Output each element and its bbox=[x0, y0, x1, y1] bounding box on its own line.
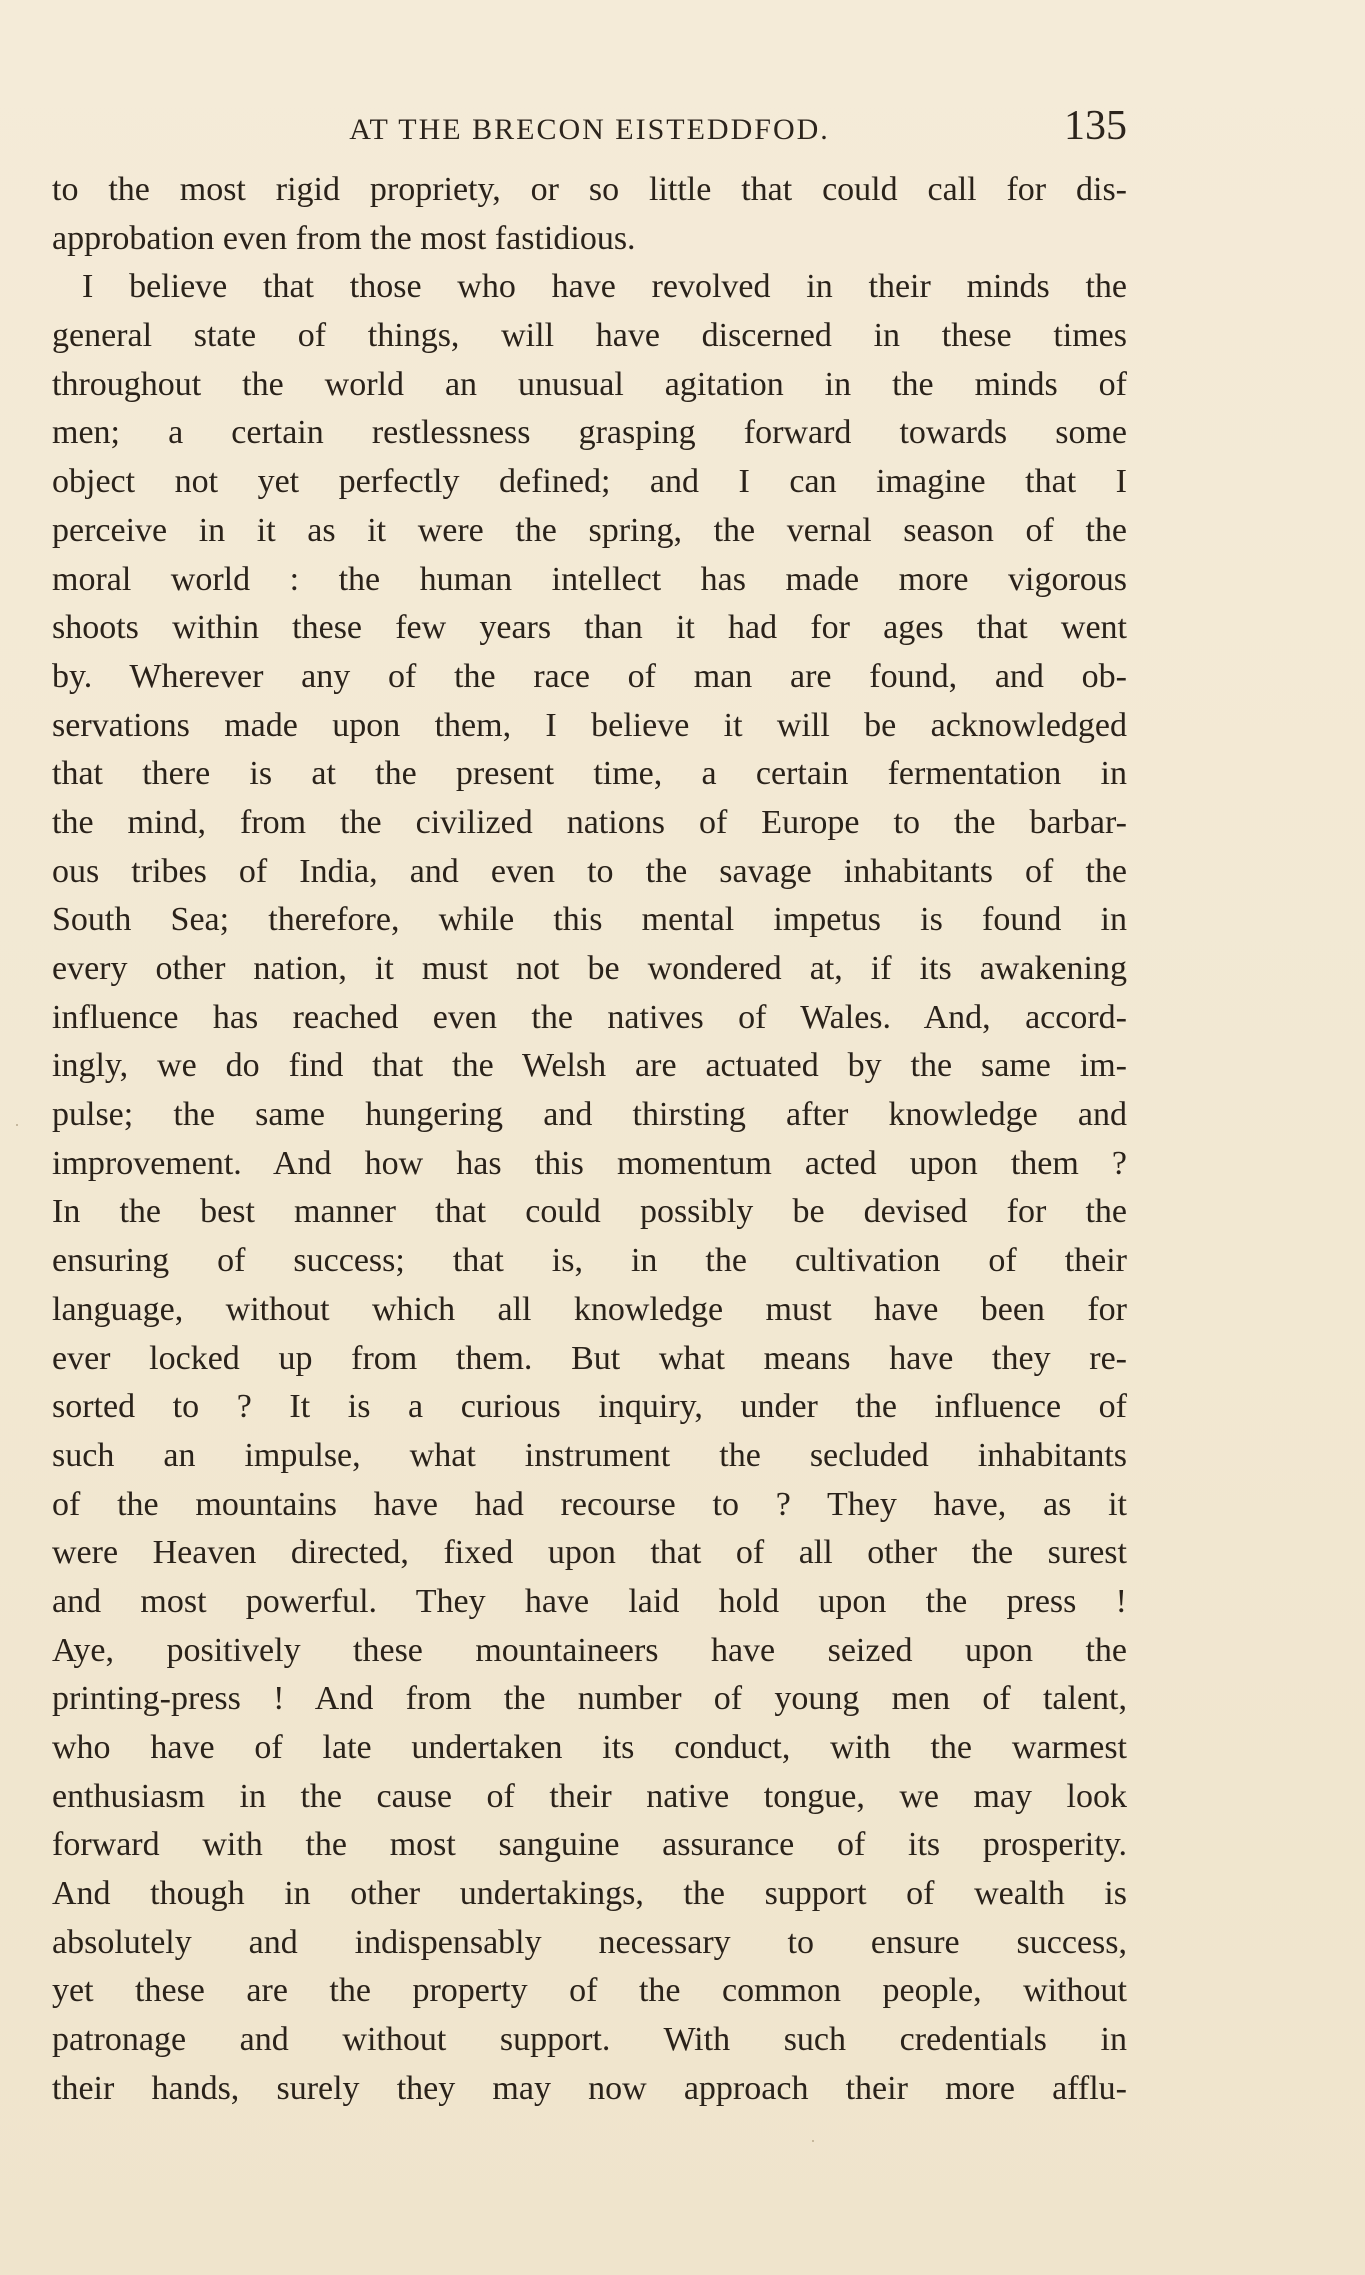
text-line: and most powerful. They have laid hold upon the press ! bbox=[52, 1582, 1127, 1620]
text-line: were Heaven directed, fixed upon that of all other the surest bbox=[52, 1534, 1127, 1572]
text-line: ensuring of success; that is, in the cultivation of their bbox=[52, 1242, 1127, 1280]
text-line: ever locked up from them. But what means have they re- bbox=[52, 1339, 1127, 1377]
text-line: that there is at the present time, a certain fermentation in bbox=[52, 755, 1127, 793]
text-line: improvement. And how has this momentum acted upon them ? bbox=[52, 1144, 1127, 1182]
text-line: by. Wherever any of the race of man are found, and ob- bbox=[52, 657, 1127, 695]
text-line: perceive in it as it were the spring, the vernal season of the bbox=[52, 511, 1127, 549]
text-line: ingly, we do find that the Welsh are actuated by the same im- bbox=[52, 1047, 1127, 1085]
body-text bbox=[52, 166, 1127, 2114]
text-line: moral world : the human intellect has made more vigorous bbox=[52, 560, 1127, 598]
paper-speck bbox=[16, 1124, 18, 1126]
text-line: object not yet perfectly defined; and I can imagine that I bbox=[52, 463, 1127, 501]
text-line: approbation even from the most fastidious. bbox=[52, 219, 636, 257]
text-line: throughout the world an unusual agitation in the minds of bbox=[52, 365, 1127, 403]
text-line: In the best manner that could possibly be devised for the bbox=[52, 1193, 1127, 1231]
text-line: yet these are the property of the common people, without bbox=[52, 1972, 1127, 2010]
paper-speck bbox=[812, 2140, 814, 2142]
text-line: enthusiasm in the cause of their native tongue, we may look bbox=[52, 1777, 1127, 1815]
text-line: I believe that those who have revolved in their minds the bbox=[82, 268, 1127, 306]
text-line: shoots within these few years than it had for ages that went bbox=[52, 609, 1127, 647]
text-line: absolutely and indispensably necessary to ensure success, bbox=[52, 1923, 1127, 1961]
page-number: 135 bbox=[1064, 103, 1127, 149]
running-head bbox=[52, 105, 1127, 157]
text-line: servations made upon them, I believe it will be acknowledged bbox=[52, 706, 1127, 744]
text-line: language, without which all knowledge must have been for bbox=[52, 1290, 1127, 1328]
text-line: pulse; the same hungering and thirsting after knowledge and bbox=[52, 1096, 1127, 1134]
text-line: every other nation, it must not be wondered at, if its awakening bbox=[52, 950, 1127, 987]
text-line: forward with the most sanguine assurance of its prosperity. bbox=[52, 1826, 1127, 1864]
running-title: AT THE BRECON EISTEDDFOD. bbox=[349, 113, 830, 146]
text-line: Aye, positively these mountaineers have seized upon the bbox=[52, 1631, 1127, 1669]
text-line: ous tribes of India, and even to the savage inhabitants of the bbox=[52, 852, 1127, 890]
text-line: of the mountains have had recourse to ? They have, as it bbox=[52, 1485, 1127, 1523]
text-line: And though in other undertakings, the support of wealth is bbox=[52, 1875, 1127, 1913]
text-line: South Sea; therefore, while this mental impetus is found in bbox=[52, 901, 1127, 939]
text-line: patronage and without support. With such credentials in bbox=[52, 2021, 1127, 2059]
text-line: influence has reached even the natives of Wales. And, accord- bbox=[52, 998, 1127, 1036]
text-line: men; a certain restlessness grasping forward towards some bbox=[52, 414, 1127, 452]
text-line: who have of late undertaken its conduct, with the warmest bbox=[52, 1729, 1127, 1766]
text-line: the mind, from the civilized nations of Europe to the barbar- bbox=[52, 803, 1127, 841]
text-line: such an impulse, what instrument the secluded inhabitants bbox=[52, 1436, 1127, 1474]
text-line: general state of things, will have discerned in these times bbox=[52, 317, 1127, 355]
text-line: printing-press ! And from the number of young men of talent, bbox=[52, 1680, 1127, 1718]
text-line: sorted to ? It is a curious inquiry, under the influence of bbox=[52, 1388, 1127, 1426]
text-line: their hands, surely they may now approach their more afflu- bbox=[52, 2069, 1127, 2107]
text-line: to the most rigid propriety, or so little that could call for dis- bbox=[52, 171, 1127, 208]
